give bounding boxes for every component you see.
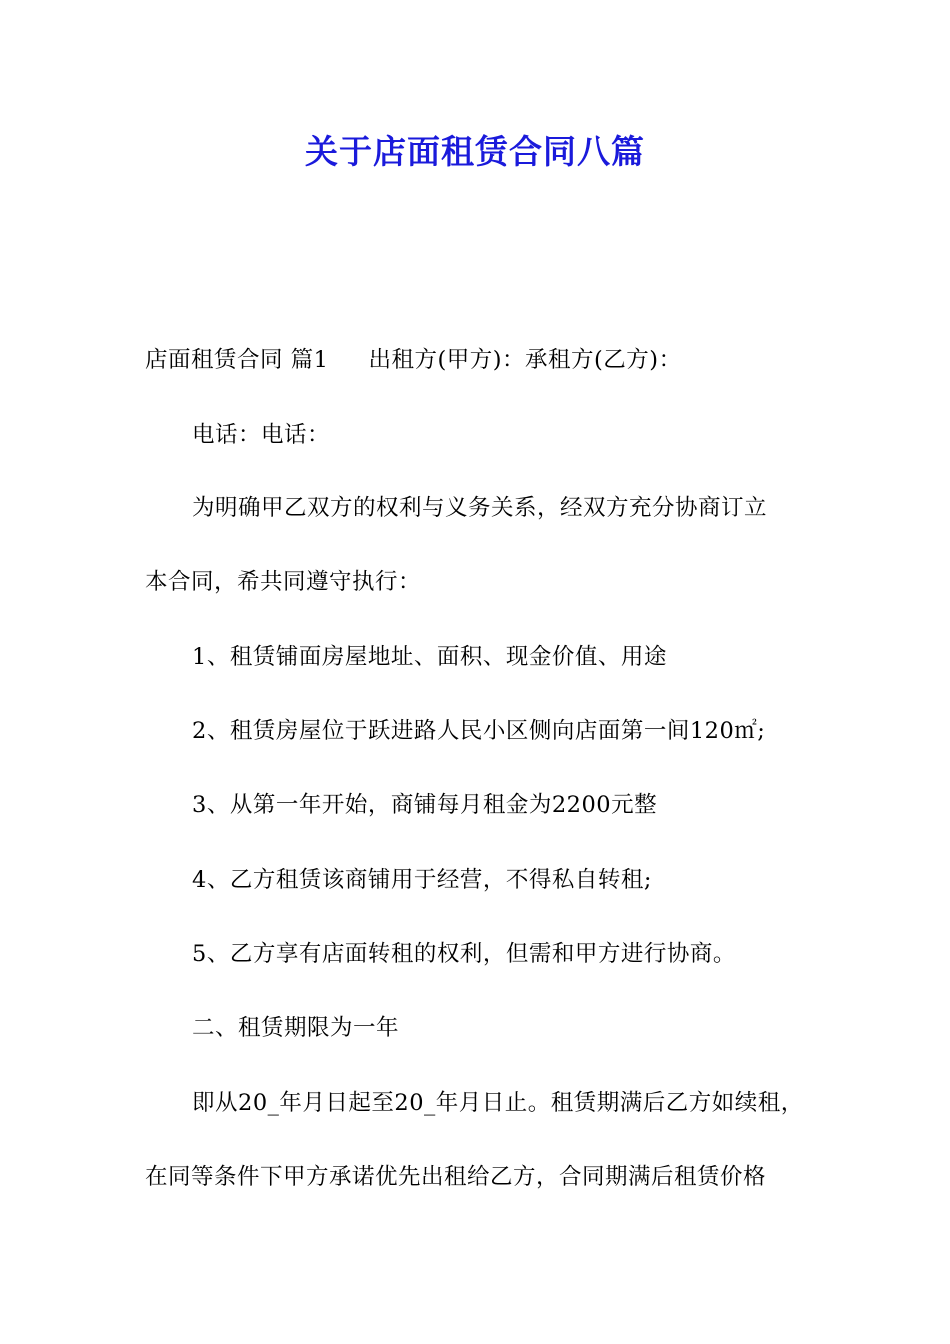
contract-header-line <box>145 344 682 376</box>
lease-term-paragraph-2: 在同等条件下甲方承诺优先出租给乙方，合同期满后租赁价格 <box>145 1164 767 1190</box>
paragraph-intro-1: 为明确甲乙双方的权利与义务关系，经双方充分协商订立 <box>192 495 768 521</box>
section-two-heading: 二、租赁期限为一年 <box>192 1015 400 1041</box>
clause-1: 1、租赁铺面房屋地址、面积、现金价值、用途 <box>192 644 667 670</box>
parties-label: 出租方(甲方)：承租方(乙方)： <box>368 347 682 373</box>
contract-section-label: 店面租赁合同 篇1 <box>145 347 329 373</box>
clause-2: 2、租赁房屋位于跃进路人民小区侧向店面第一间120㎡; <box>192 718 766 744</box>
document-title: 关于店面租赁合同八篇 <box>305 132 645 171</box>
clause-5: 5、乙方享有店面转租的权利，但需和甲方进行协商。 <box>192 941 736 967</box>
clause-3: 3、从第一年开始，商铺每月租金为2200元整 <box>192 792 658 818</box>
lease-term-paragraph-1: 即从20_年月日起至20_年月日止。租赁期满后乙方如续租， <box>192 1090 804 1116</box>
paragraph-phone: 电话：电话： <box>192 422 331 448</box>
clause-4: 4、乙方租赁该商铺用于经营，不得私自转租; <box>192 867 652 893</box>
paragraph-intro-2: 本合同，希共同遵守执行： <box>145 569 422 595</box>
